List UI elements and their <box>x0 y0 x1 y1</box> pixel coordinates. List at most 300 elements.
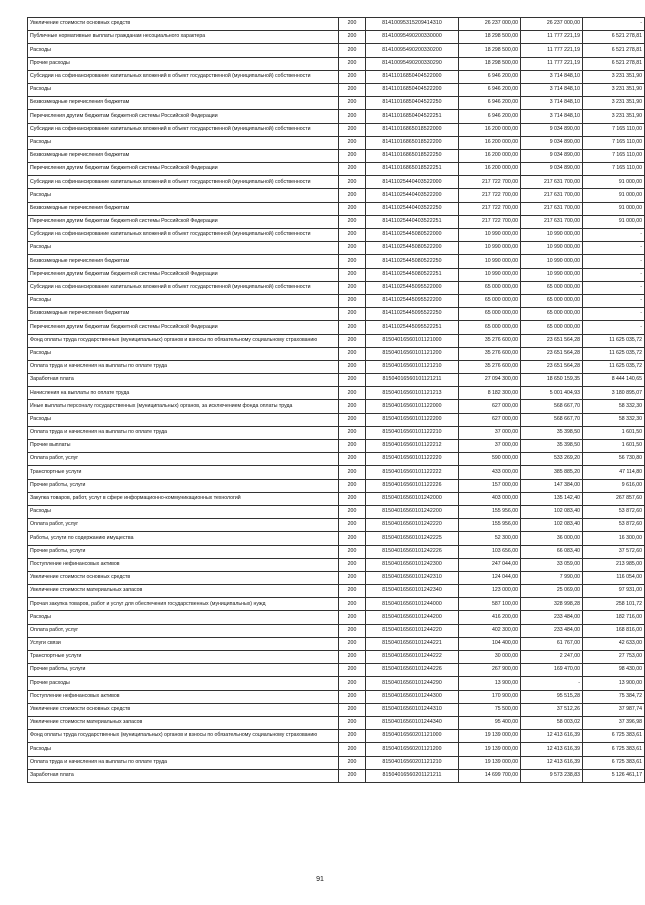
row-kbk: 81410095315209414310 <box>366 18 459 31</box>
row-kbk: 81504016560101244226 <box>366 664 459 677</box>
row-executed-amount: 61 767,00 <box>521 637 583 650</box>
row-remaining-amount: 6 521 278,81 <box>583 31 645 44</box>
table-row <box>28 321 645 334</box>
row-plan-amount: 16 200 000,00 <box>459 136 521 149</box>
row-name: Субсидии на софинансирование капитальных вложений в объект государственной (муниципальной) собственности <box>28 229 339 242</box>
row-remaining-amount: 47 114,80 <box>583 466 645 479</box>
row-plan-amount: 247 044,00 <box>459 558 521 571</box>
row-remaining-amount: - <box>583 294 645 307</box>
table-row <box>28 611 645 624</box>
row-kbk: 81504016560101122200 <box>366 413 459 426</box>
row-name: Прочие выплаты <box>28 440 339 453</box>
row-plan-amount: 123 000,00 <box>459 585 521 598</box>
row-plan-amount: 6 946 200,00 <box>459 97 521 110</box>
row-executed-amount: 233 484,00 <box>521 624 583 637</box>
row-name: Расходы <box>28 743 339 756</box>
row-executed-amount: 36 000,00 <box>521 532 583 545</box>
row-executed-amount: 3 714 848,10 <box>521 70 583 83</box>
table-row <box>28 453 645 466</box>
row-kbk: 81504016560101242310 <box>366 571 459 584</box>
row-kbk: 81411025440403522250 <box>366 202 459 215</box>
row-kbk: 81504016560101122220 <box>366 453 459 466</box>
row-code: 200 <box>339 413 366 426</box>
row-kbk: 81410095490200330290 <box>366 57 459 70</box>
row-name: Расходы <box>28 294 339 307</box>
row-executed-amount: 217 631 700,00 <box>521 176 583 189</box>
row-remaining-amount: 53 872,60 <box>583 519 645 532</box>
row-remaining-amount: 213 985,00 <box>583 558 645 571</box>
table-row <box>28 308 645 321</box>
row-code: 200 <box>339 44 366 57</box>
row-kbk: 81411025445080522250 <box>366 255 459 268</box>
table-row <box>28 571 645 584</box>
row-plan-amount: 10 990 000,00 <box>459 242 521 255</box>
row-code: 200 <box>339 242 366 255</box>
row-executed-amount: 3 714 848,10 <box>521 97 583 110</box>
table-row <box>28 624 645 637</box>
row-plan-amount: 402 300,00 <box>459 624 521 637</box>
row-remaining-amount: 182 716,00 <box>583 611 645 624</box>
row-name: Расходы <box>28 44 339 57</box>
row-kbk: 81411016865018522000 <box>366 123 459 136</box>
row-code: 200 <box>339 321 366 334</box>
table-row <box>28 440 645 453</box>
row-remaining-amount: 16 300,00 <box>583 532 645 545</box>
row-code: 200 <box>339 360 366 373</box>
row-code: 200 <box>339 505 366 518</box>
row-remaining-amount: 116 054,00 <box>583 571 645 584</box>
row-remaining-amount: 258 101,72 <box>583 598 645 611</box>
row-remaining-amount: 3 231 351,90 <box>583 83 645 96</box>
row-name: Увеличение стоимости материальных запасов <box>28 716 339 729</box>
row-plan-amount: 590 000,00 <box>459 453 521 466</box>
row-executed-amount: 568 667,70 <box>521 400 583 413</box>
budget-execution-table <box>27 17 645 783</box>
row-remaining-amount: 98 430,00 <box>583 664 645 677</box>
row-plan-amount: 587 100,00 <box>459 598 521 611</box>
row-name: Публичные нормативные выплаты гражданам несоциального характера <box>28 31 339 44</box>
row-plan-amount: 35 276 600,00 <box>459 360 521 373</box>
table-row <box>28 123 645 136</box>
row-code: 200 <box>339 202 366 215</box>
row-executed-amount: 568 667,70 <box>521 413 583 426</box>
row-code: 200 <box>339 70 366 83</box>
row-plan-amount: 37 000,00 <box>459 426 521 439</box>
table-row <box>28 505 645 518</box>
row-kbk: 81504016560101244200 <box>366 611 459 624</box>
row-executed-amount: 169 470,00 <box>521 664 583 677</box>
table-row <box>28 466 645 479</box>
row-name: Поступление нефинансовых активов <box>28 690 339 703</box>
row-name: Оплата труда и начисления на выплаты по оплате труда <box>28 360 339 373</box>
table-row <box>28 18 645 31</box>
row-remaining-amount: 37 396,98 <box>583 716 645 729</box>
table-row <box>28 360 645 373</box>
row-executed-amount: 35 398,50 <box>521 426 583 439</box>
row-executed-amount: 12 413 616,39 <box>521 756 583 769</box>
row-code: 200 <box>339 308 366 321</box>
table-row <box>28 110 645 123</box>
row-executed-amount: 65 000 000,00 <box>521 294 583 307</box>
table-row <box>28 268 645 281</box>
table-row <box>28 202 645 215</box>
row-kbk: 81504016560101121210 <box>366 360 459 373</box>
row-executed-amount: 3 714 848,10 <box>521 83 583 96</box>
row-code: 200 <box>339 585 366 598</box>
row-name: Фонд оплаты труда государственных (муниципальных) органов и взносы по обязательному социальному страхованию <box>28 730 339 743</box>
row-remaining-amount: 6 521 278,81 <box>583 44 645 57</box>
row-name: Оплата работ, услуг <box>28 519 339 532</box>
row-remaining-amount: 11 625 035,72 <box>583 360 645 373</box>
row-remaining-amount: 53 872,60 <box>583 505 645 518</box>
row-code: 200 <box>339 440 366 453</box>
row-executed-amount: 9 034 890,00 <box>521 163 583 176</box>
row-remaining-amount: 6 725 383,61 <box>583 756 645 769</box>
row-code: 200 <box>339 453 366 466</box>
row-code: 200 <box>339 756 366 769</box>
row-name: Субсидии на софинансирование капитальных вложений в объект государственной (муниципальной) собственности <box>28 123 339 136</box>
row-kbk: 81411016850404522000 <box>366 70 459 83</box>
row-executed-amount: 217 631 700,00 <box>521 189 583 202</box>
table-row <box>28 242 645 255</box>
row-code: 200 <box>339 677 366 690</box>
row-executed-amount: 23 651 564,28 <box>521 347 583 360</box>
row-code: 200 <box>339 598 366 611</box>
row-plan-amount: 6 946 200,00 <box>459 110 521 123</box>
row-plan-amount: 65 000 000,00 <box>459 321 521 334</box>
table-row <box>28 532 645 545</box>
table-row <box>28 215 645 228</box>
row-remaining-amount: 6 725 383,61 <box>583 743 645 756</box>
row-name: Транспортные услуги <box>28 651 339 664</box>
row-kbk: 81504016560101244221 <box>366 637 459 650</box>
row-code: 200 <box>339 571 366 584</box>
row-remaining-amount: 1 601,50 <box>583 426 645 439</box>
row-code: 200 <box>339 426 366 439</box>
table-row <box>28 189 645 202</box>
row-executed-amount: 217 631 700,00 <box>521 215 583 228</box>
row-kbk: 81504016560101242340 <box>366 585 459 598</box>
row-executed-amount: 10 990 000,00 <box>521 255 583 268</box>
row-code: 200 <box>339 651 366 664</box>
row-remaining-amount: 42 633,00 <box>583 637 645 650</box>
row-kbk: 81504016560101242226 <box>366 545 459 558</box>
row-name: Перечисления другим бюджетам бюджетной системы Российской Федерации <box>28 268 339 281</box>
row-name: Безвозмездные перечисления бюджетам <box>28 149 339 162</box>
row-code: 200 <box>339 703 366 716</box>
row-remaining-amount: 91 000,00 <box>583 215 645 228</box>
row-remaining-amount: 27 753,00 <box>583 651 645 664</box>
row-executed-amount: - <box>521 677 583 690</box>
row-name: Увеличение стоимости основных средств <box>28 571 339 584</box>
row-remaining-amount: - <box>583 242 645 255</box>
row-plan-amount: 155 956,00 <box>459 519 521 532</box>
row-name: Закупка товаров, работ, услуг в сфере информационно-коммуникационных технологий <box>28 492 339 505</box>
row-code: 200 <box>339 400 366 413</box>
row-remaining-amount: - <box>583 321 645 334</box>
row-executed-amount: 5 001 404,93 <box>521 387 583 400</box>
row-name: Перечисления другим бюджетам бюджетной системы Российской Федерации <box>28 110 339 123</box>
row-remaining-amount: - <box>583 281 645 294</box>
table-row <box>28 519 645 532</box>
row-kbk: 81504016560101121211 <box>366 374 459 387</box>
row-remaining-amount: 37 572,60 <box>583 545 645 558</box>
table-row <box>28 281 645 294</box>
row-plan-amount: 8 182 300,00 <box>459 387 521 400</box>
row-executed-amount: 11 777 221,19 <box>521 31 583 44</box>
row-name: Оплата труда и начисления на выплаты по оплате труда <box>28 756 339 769</box>
row-plan-amount: 19 139 000,00 <box>459 743 521 756</box>
table-row <box>28 598 645 611</box>
row-name: Начисления на выплаты по оплате труда <box>28 387 339 400</box>
row-executed-amount: 95 515,28 <box>521 690 583 703</box>
table-row <box>28 149 645 162</box>
row-remaining-amount: 7 165 110,00 <box>583 123 645 136</box>
row-code: 200 <box>339 294 366 307</box>
row-code: 200 <box>339 268 366 281</box>
row-executed-amount: 533 269,20 <box>521 453 583 466</box>
row-name: Заработная плата <box>28 769 339 782</box>
row-name: Субсидии на софинансирование капитальных вложений в объект государственной (муниципальной) собственности <box>28 176 339 189</box>
row-name: Субсидии на софинансирование капитальных вложений в объект государственной (муниципальной) собственности <box>28 281 339 294</box>
table-row <box>28 334 645 347</box>
row-kbk: 81411016850404522250 <box>366 97 459 110</box>
table-row <box>28 176 645 189</box>
row-plan-amount: 124 044,00 <box>459 571 521 584</box>
table-row <box>28 413 645 426</box>
row-plan-amount: 16 200 000,00 <box>459 163 521 176</box>
row-executed-amount: 10 990 000,00 <box>521 268 583 281</box>
row-remaining-amount: - <box>583 229 645 242</box>
row-kbk: 81504016560101242200 <box>366 505 459 518</box>
row-plan-amount: 10 990 000,00 <box>459 255 521 268</box>
row-kbk: 81411016865018522250 <box>366 149 459 162</box>
row-code: 200 <box>339 215 366 228</box>
table-row <box>28 690 645 703</box>
row-name: Увеличение стоимости материальных запасов <box>28 585 339 598</box>
row-remaining-amount: 168 816,00 <box>583 624 645 637</box>
table-row <box>28 558 645 571</box>
table-row <box>28 730 645 743</box>
table-body <box>28 18 645 783</box>
table-row <box>28 70 645 83</box>
row-remaining-amount: 91 000,00 <box>583 176 645 189</box>
row-remaining-amount: - <box>583 308 645 321</box>
row-executed-amount: 10 990 000,00 <box>521 242 583 255</box>
row-name: Расходы <box>28 242 339 255</box>
row-code: 200 <box>339 281 366 294</box>
row-executed-amount: 23 651 564,28 <box>521 334 583 347</box>
row-name: Прочие работы, услуги <box>28 545 339 558</box>
row-name: Прочие работы, услуги <box>28 479 339 492</box>
row-name: Транспортные услуги <box>28 466 339 479</box>
row-code: 200 <box>339 519 366 532</box>
row-remaining-amount: 13 900,00 <box>583 677 645 690</box>
row-plan-amount: 627 000,00 <box>459 400 521 413</box>
row-plan-amount: 104 400,00 <box>459 637 521 650</box>
row-plan-amount: 27 094 300,00 <box>459 374 521 387</box>
row-remaining-amount: 56 730,80 <box>583 453 645 466</box>
row-plan-amount: 433 000,00 <box>459 466 521 479</box>
table-row <box>28 664 645 677</box>
row-plan-amount: 217 722 700,00 <box>459 176 521 189</box>
row-kbk: 81411025445080522000 <box>366 229 459 242</box>
row-kbk: 81504016560101122226 <box>366 479 459 492</box>
row-code: 200 <box>339 255 366 268</box>
row-name: Прочая закупка товаров, работ и услуг для обеспечения государственных (муниципальных) нужд <box>28 598 339 611</box>
row-name: Расходы <box>28 136 339 149</box>
row-code: 200 <box>339 176 366 189</box>
row-kbk: 81504016560101242300 <box>366 558 459 571</box>
row-plan-amount: 157 000,00 <box>459 479 521 492</box>
row-name: Работы, услуги по содержанию имущества <box>28 532 339 545</box>
row-plan-amount: 10 990 000,00 <box>459 268 521 281</box>
row-remaining-amount: 3 231 351,90 <box>583 110 645 123</box>
row-executed-amount: 23 651 564,28 <box>521 360 583 373</box>
row-kbk: 81504016560101121200 <box>366 347 459 360</box>
row-plan-amount: 14 699 700,00 <box>459 769 521 782</box>
row-executed-amount: 65 000 000,00 <box>521 308 583 321</box>
table-row <box>28 677 645 690</box>
row-code: 200 <box>339 624 366 637</box>
row-code: 200 <box>339 743 366 756</box>
row-plan-amount: 627 000,00 <box>459 413 521 426</box>
row-kbk: 81410095490200330000 <box>366 31 459 44</box>
row-executed-amount: 25 069,00 <box>521 585 583 598</box>
row-kbk: 81411016865018522200 <box>366 136 459 149</box>
row-kbk: 81504016560201121210 <box>366 756 459 769</box>
row-remaining-amount: 7 165 110,00 <box>583 163 645 176</box>
row-kbk: 81411025445095522200 <box>366 294 459 307</box>
row-executed-amount: 328 998,28 <box>521 598 583 611</box>
row-remaining-amount: 3 180 895,07 <box>583 387 645 400</box>
row-name: Безвозмездные перечисления бюджетам <box>28 97 339 110</box>
row-executed-amount: 37 512,26 <box>521 703 583 716</box>
row-code: 200 <box>339 611 366 624</box>
row-name: Оплата работ, услуг <box>28 624 339 637</box>
row-plan-amount: 65 000 000,00 <box>459 281 521 294</box>
table-row <box>28 57 645 70</box>
row-plan-amount: 65 000 000,00 <box>459 308 521 321</box>
table-row <box>28 492 645 505</box>
row-remaining-amount: 11 625 035,72 <box>583 334 645 347</box>
table-row <box>28 426 645 439</box>
row-executed-amount: 9 573 238,83 <box>521 769 583 782</box>
row-kbk: 81411025445095522251 <box>366 321 459 334</box>
row-name: Увеличение стоимости основных средств <box>28 703 339 716</box>
row-remaining-amount: 75 384,72 <box>583 690 645 703</box>
row-plan-amount: 217 722 700,00 <box>459 202 521 215</box>
row-plan-amount: 10 990 000,00 <box>459 229 521 242</box>
row-plan-amount: 18 298 500,00 <box>459 31 521 44</box>
row-plan-amount: 16 200 000,00 <box>459 149 521 162</box>
table-row <box>28 703 645 716</box>
row-name: Перечисления другим бюджетам бюджетной системы Российской Федерации <box>28 163 339 176</box>
row-executed-amount: 65 000 000,00 <box>521 321 583 334</box>
row-kbk: 81411016865018522251 <box>366 163 459 176</box>
row-name: Расходы <box>28 189 339 202</box>
row-executed-amount: 58 003,02 <box>521 716 583 729</box>
row-kbk: 81504016560101122210 <box>366 426 459 439</box>
row-kbk: 81504016560101242000 <box>366 492 459 505</box>
row-code: 200 <box>339 637 366 650</box>
row-kbk: 81411025445080522251 <box>366 268 459 281</box>
row-remaining-amount: - <box>583 255 645 268</box>
row-code: 200 <box>339 730 366 743</box>
row-executed-amount: 3 714 848,10 <box>521 110 583 123</box>
table-row <box>28 294 645 307</box>
table-row <box>28 769 645 782</box>
table-row <box>28 229 645 242</box>
row-code: 200 <box>339 163 366 176</box>
row-code: 200 <box>339 545 366 558</box>
row-kbk: 81504016560101121213 <box>366 387 459 400</box>
row-remaining-amount: - <box>583 268 645 281</box>
row-plan-amount: 103 656,00 <box>459 545 521 558</box>
row-name: Увеличение стоимости основных средств <box>28 18 339 31</box>
row-code: 200 <box>339 690 366 703</box>
row-name: Поступление нефинансовых активов <box>28 558 339 571</box>
row-executed-amount: 217 631 700,00 <box>521 202 583 215</box>
row-executed-amount: 2 247,00 <box>521 651 583 664</box>
row-name: Услуги связи <box>28 637 339 650</box>
row-name: Перечисления другим бюджетам бюджетной системы Российской Федерации <box>28 215 339 228</box>
row-kbk: 81504016560101242220 <box>366 519 459 532</box>
row-plan-amount: 403 000,00 <box>459 492 521 505</box>
row-code: 200 <box>339 83 366 96</box>
table-row <box>28 585 645 598</box>
row-plan-amount: 65 000 000,00 <box>459 294 521 307</box>
table-row <box>28 97 645 110</box>
row-kbk: 81411016850404522251 <box>366 110 459 123</box>
row-code: 200 <box>339 110 366 123</box>
row-kbk: 81504016560101122212 <box>366 440 459 453</box>
row-plan-amount: 19 139 000,00 <box>459 730 521 743</box>
table-row <box>28 387 645 400</box>
row-kbk: 81411025440403522000 <box>366 176 459 189</box>
row-remaining-amount: 8 444 140,65 <box>583 374 645 387</box>
row-plan-amount: 19 139 000,00 <box>459 756 521 769</box>
row-remaining-amount: 11 625 035,72 <box>583 347 645 360</box>
row-kbk: 81410095490200330200 <box>366 44 459 57</box>
row-code: 200 <box>339 229 366 242</box>
row-remaining-amount: 58 332,30 <box>583 400 645 413</box>
row-remaining-amount: 91 000,00 <box>583 189 645 202</box>
row-plan-amount: 35 276 600,00 <box>459 334 521 347</box>
row-plan-amount: 18 298 500,00 <box>459 44 521 57</box>
row-name: Заработная плата <box>28 374 339 387</box>
row-name: Расходы <box>28 611 339 624</box>
row-name: Безвозмездные перечисления бюджетам <box>28 202 339 215</box>
row-name: Прочие работы, услуги <box>28 664 339 677</box>
row-kbk: 81504016560101122222 <box>366 466 459 479</box>
row-plan-amount: 52 300,00 <box>459 532 521 545</box>
row-name: Прочие расходы <box>28 677 339 690</box>
row-plan-amount: 35 276 600,00 <box>459 347 521 360</box>
row-code: 200 <box>339 769 366 782</box>
row-name: Расходы <box>28 83 339 96</box>
row-executed-amount: 135 142,40 <box>521 492 583 505</box>
table-row <box>28 136 645 149</box>
row-executed-amount: 18 650 159,35 <box>521 374 583 387</box>
row-name: Безвозмездные перечисления бюджетам <box>28 255 339 268</box>
row-code: 200 <box>339 387 366 400</box>
table-row <box>28 545 645 558</box>
row-code: 200 <box>339 716 366 729</box>
row-plan-amount: 18 298 500,00 <box>459 57 521 70</box>
row-code: 200 <box>339 18 366 31</box>
row-plan-amount: 217 722 700,00 <box>459 215 521 228</box>
